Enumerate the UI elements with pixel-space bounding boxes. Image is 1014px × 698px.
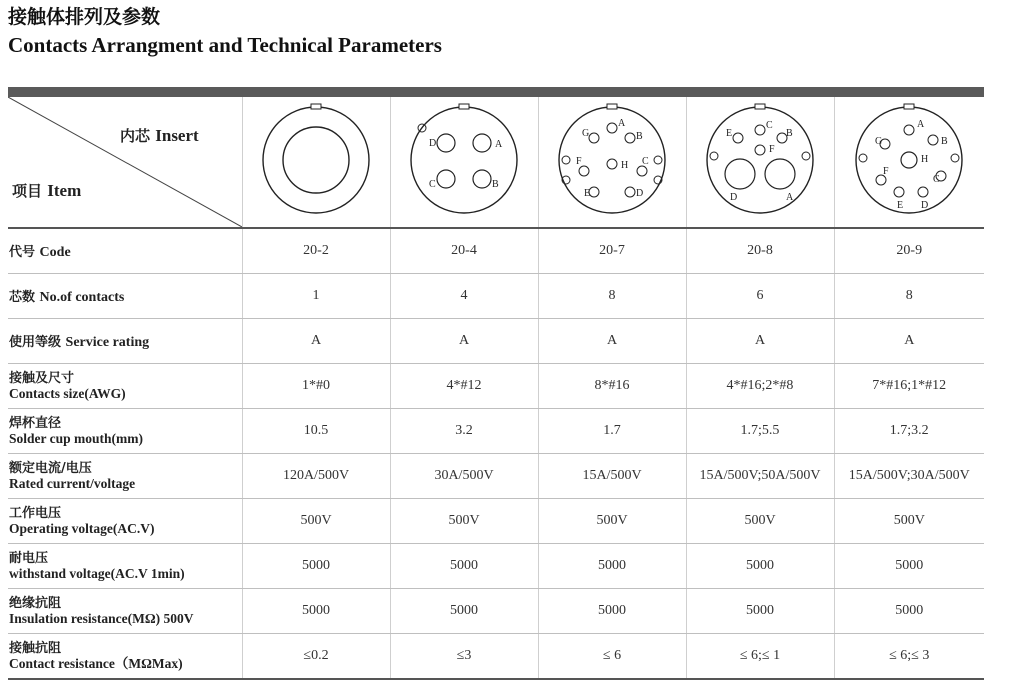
table-row: [8, 274, 984, 319]
row-label: [8, 589, 242, 634]
table-cell: ≤ 6;≤ 1: [686, 634, 834, 680]
page-title-cn: 接触体排列及参数: [8, 6, 161, 28]
insert-diagram-cell: [538, 97, 686, 228]
table-cell: 10.5: [242, 409, 390, 454]
pin-label: F: [883, 165, 889, 177]
diagonal-divider: [8, 97, 242, 227]
table-cell: 500V: [538, 499, 686, 544]
insert-diagram-20-4: [404, 100, 524, 220]
row-label-cn: 接触抗阻: [9, 641, 62, 656]
insert-diagram-20-7: [552, 100, 672, 220]
table-cell: 5000: [242, 589, 390, 634]
pin-label: E: [726, 127, 733, 139]
table-cell: 5000: [242, 544, 390, 589]
table-cell: 15A/500V;50A/500V: [686, 454, 834, 499]
table-cell: 5000: [538, 589, 686, 634]
row-label-cn: 接触及尺寸: [9, 371, 75, 386]
table-cell: ≤3: [390, 634, 538, 680]
row-label: [8, 274, 242, 319]
table-cell: ≤ 6: [538, 634, 686, 680]
table-cell: 500V: [390, 499, 538, 544]
pin-label: A: [618, 117, 626, 129]
row-label: [8, 364, 242, 409]
row-label: [8, 409, 242, 454]
table-cell: 20-4: [390, 228, 538, 274]
pin-label: H: [921, 153, 929, 165]
table-cell: 30A/500V: [390, 454, 538, 499]
pin-label: G: [875, 135, 883, 147]
table-cell: 5000: [390, 544, 538, 589]
table-row: [8, 228, 984, 274]
table-cell: 15A/500V: [538, 454, 686, 499]
row-label-en: Insulation resistance(MΩ) 500V: [9, 611, 194, 626]
table-cell: 5000: [390, 589, 538, 634]
pin-label: B: [492, 178, 499, 190]
table-cell: A: [242, 319, 390, 364]
table-cell: A: [390, 319, 538, 364]
pin-label: D: [429, 137, 437, 149]
insert-diagram-cell: [242, 97, 390, 228]
header-bar: [8, 87, 984, 97]
table-row: [8, 544, 984, 589]
table-cell: ≤ 6;≤ 3: [834, 634, 984, 680]
insert-diagram-20-9: [849, 100, 969, 220]
table-cell: 500V: [686, 499, 834, 544]
table-row: [8, 454, 984, 499]
table-cell: 20-8: [686, 228, 834, 274]
table-cell: 1: [242, 274, 390, 319]
row-label: [8, 499, 242, 544]
pin-label: D: [921, 199, 929, 211]
pin-label: D: [730, 191, 738, 203]
row-label-en: Solder cup mouth(mm): [9, 431, 144, 446]
row-label-text: 芯数 No.of contacts: [9, 290, 125, 305]
table-cell: 5000: [686, 544, 834, 589]
table-cell: 5000: [686, 589, 834, 634]
table-cell: 5000: [834, 544, 984, 589]
table-cell: 4: [390, 274, 538, 319]
table-cell: 20-7: [538, 228, 686, 274]
table-row: [8, 634, 984, 680]
row-label-cn: 额定电流/电压: [9, 461, 92, 476]
table-cell: 8*#16: [538, 364, 686, 409]
table-cell: 8: [538, 274, 686, 319]
table-cell: 5000: [834, 589, 984, 634]
table-row: [8, 319, 984, 364]
pin-label: F: [576, 155, 582, 167]
table-cell: 4*#16;2*#8: [686, 364, 834, 409]
table-cell: 20-2: [242, 228, 390, 274]
page-title-en: Contacts Arrangment and Technical Parameters: [8, 33, 442, 57]
table-row: [8, 409, 984, 454]
row-label: [8, 319, 242, 364]
insert-diagram-20-2: [256, 100, 376, 220]
row-label: [8, 228, 242, 274]
table-cell: 1*#0: [242, 364, 390, 409]
pin-label: C: [933, 173, 940, 185]
row-label-en: Operating voltage(AC.V): [9, 521, 155, 536]
row-label-en: Rated current/voltage: [9, 476, 136, 491]
pin-label: A: [786, 191, 794, 203]
table-cell: A: [686, 319, 834, 364]
row-label-cn: 焊杯直径: [9, 416, 62, 431]
table-cell: 3.2: [390, 409, 538, 454]
insert-diagram-cell: [390, 97, 538, 228]
table-cell: 7*#16;1*#12: [834, 364, 984, 409]
pin-label: B: [941, 135, 948, 147]
pin-label: B: [636, 130, 643, 142]
table-row: [8, 364, 984, 409]
pin-label: G: [582, 127, 590, 139]
row-label-en: withstand voltage(AC.V 1min): [9, 566, 185, 581]
row-label-en: Contact resistance（MΩMax): [9, 656, 183, 671]
table-cell: ≤0.2: [242, 634, 390, 680]
row-label-en: Contacts size(AWG): [9, 386, 126, 401]
item-label: 项目 Item: [12, 181, 82, 200]
table-cell: 1.7;3.2: [834, 409, 984, 454]
row-label: [8, 544, 242, 589]
pin-label: C: [642, 155, 649, 167]
pin-label: H: [621, 159, 629, 171]
pin-label: C: [429, 178, 436, 190]
row-label: [8, 454, 242, 499]
table-row: [8, 499, 984, 544]
row-label-cn: 工作电压: [9, 506, 62, 521]
parameters-table: [8, 97, 984, 680]
table-cell: 500V: [242, 499, 390, 544]
insert-diagram-cell: [834, 97, 984, 228]
row-label: [8, 634, 242, 680]
insert-header-row: [8, 97, 984, 228]
table-cell: 15A/500V;30A/500V: [834, 454, 984, 499]
pin-label: F: [769, 143, 775, 155]
table-cell: 8: [834, 274, 984, 319]
insert-diagram-cell: [686, 97, 834, 228]
pin-label: D: [636, 187, 644, 199]
header-corner-cell: [8, 97, 242, 228]
row-label-text: 代号 Code: [9, 245, 71, 260]
row-label-text: 使用等级 Service rating: [9, 335, 150, 350]
table-cell: 120A/500V: [242, 454, 390, 499]
pin-label: B: [786, 127, 793, 139]
pin-label: C: [766, 119, 773, 131]
pin-label: E: [584, 187, 591, 199]
table-cell: A: [538, 319, 686, 364]
row-label-cn: 耐电压: [9, 551, 49, 566]
table-cell: 5000: [538, 544, 686, 589]
table-row: [8, 589, 984, 634]
pin-label: A: [495, 138, 503, 150]
table-cell: 6: [686, 274, 834, 319]
table-cell: A: [834, 319, 984, 364]
table-cell: 1.7: [538, 409, 686, 454]
pin-label: A: [917, 118, 925, 130]
row-label-cn: 绝缘抗阻: [9, 596, 62, 611]
table-cell: 4*#12: [390, 364, 538, 409]
insert-diagram-20-8: [700, 100, 820, 220]
table-cell: 20-9: [834, 228, 984, 274]
insert-label: 内芯 Insert: [120, 126, 199, 145]
table-cell: 500V: [834, 499, 984, 544]
pin-label: E: [897, 199, 904, 211]
table-cell: 1.7;5.5: [686, 409, 834, 454]
